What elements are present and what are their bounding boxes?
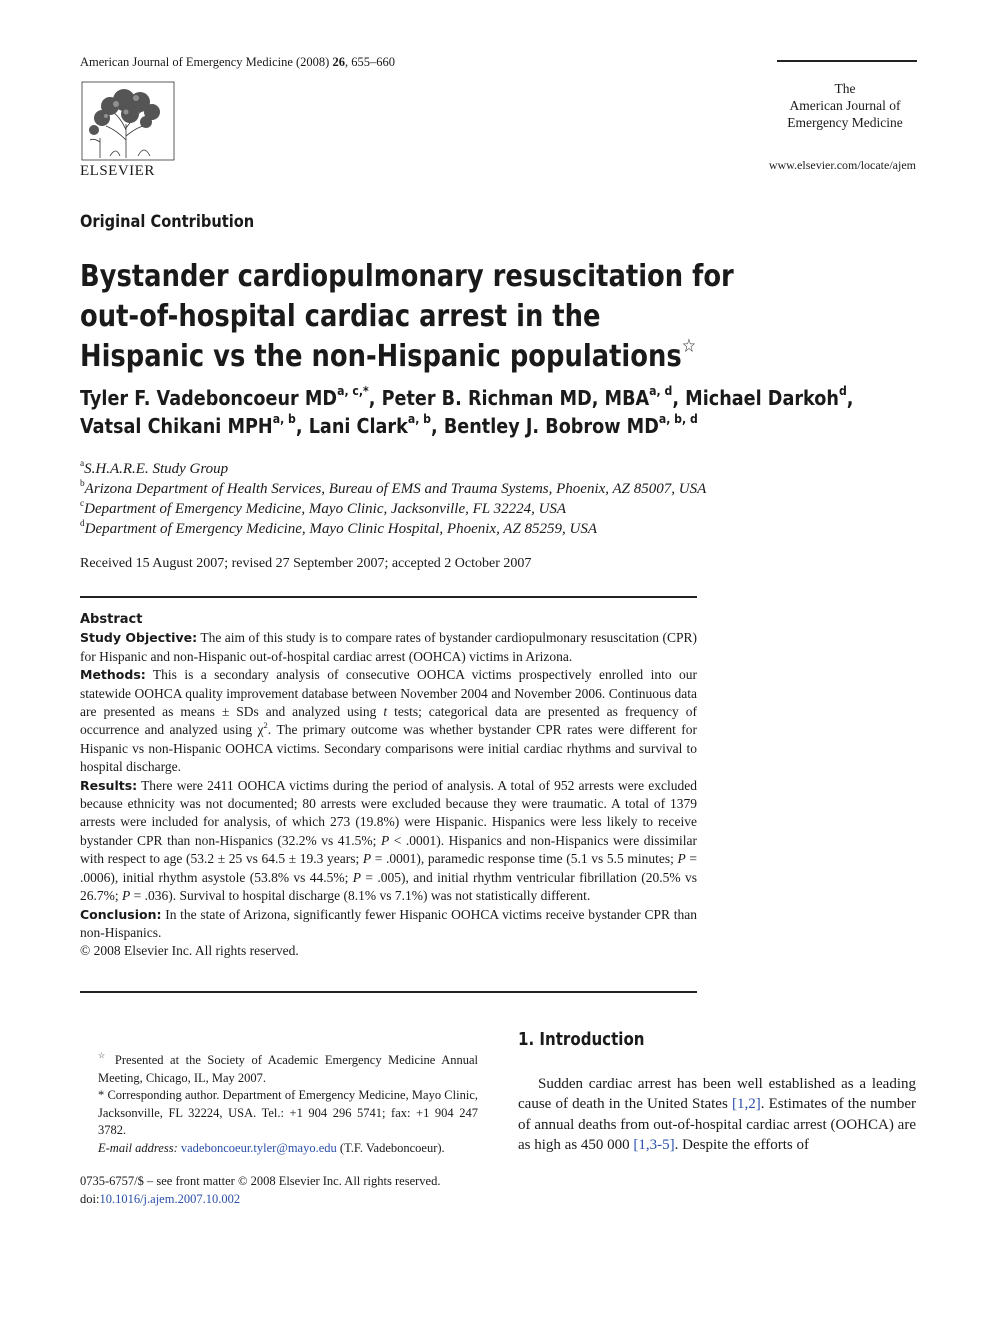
author-line-2: Vatsal Chikani MPH$^{a, b}$, Lani Clark$^{a, b}$, Bentley J. Bobrow MD$^{a, b, d}$: [80, 411, 698, 438]
author-affiliation-marks: a, b, d: [658, 411, 698, 427]
author-name[interactable]: Peter B. Richman MD, MBA: [381, 386, 650, 410]
author-email-link[interactable]: vadeboncoeur.tyler@mayo.edu: [180, 1140, 337, 1155]
abstract-copyright: © 2008 Elsevier Inc. All rights reserved.: [80, 943, 299, 959]
author-name[interactable]: Lani Clark: [308, 414, 408, 438]
issn-line: 0735-6757/$ – see front matter © 2008 Elsevier Inc. All rights reserved.: [80, 1174, 441, 1188]
abstract-conclusion: Conclusion: In the state of Arizona, significantly fewer Hispanic OOHCA victims receive bystander CPR than non-Hispanics.: [80, 906, 697, 940]
journal-name-the: The: [834, 81, 856, 96]
affiliation-list: [80, 459, 706, 539]
author-affiliation-marks: a, b: [272, 411, 296, 427]
title-line-2: out-of-hospital cardiac arrest in the: [80, 299, 601, 334]
author-affiliation-marks: d: [838, 383, 847, 399]
author-line-1: Tyler F. Vadeboncoeur $MD^{a, c,*}$, Peter B. Richman MD, MBA$^{a, d}$, Michael Darkoh$^d$,: [80, 383, 854, 410]
front-matter-info: [80, 1173, 480, 1208]
abstract-heading: Abstract: [80, 612, 143, 627]
publisher-name: ELSEVIER: [80, 163, 155, 179]
footnote-email: E-mail address: vadeboncoeur.tyler@mayo.edu (T.F. Vadeboncoeur).: [98, 1140, 445, 1155]
author-affiliation-marks: a, c,*: [337, 383, 369, 399]
journal-name-line2: Emergency Medicine: [787, 115, 903, 130]
section-heading-introduction: 1. Introduction: [518, 1030, 645, 1050]
abstract-bottom-rule: [80, 991, 697, 993]
author-name[interactable]: Michael Darkoh: [685, 386, 839, 410]
journal-name: [770, 80, 920, 131]
author-affiliation-marks: a, d: [649, 383, 673, 399]
affiliation-item: $^d$Department of Emergency Medicine, Mayo Clinic Hospital, Phoenix, AZ 85259, USA: [80, 518, 598, 537]
affiliation-item: $^b$Arizona Department of Health Services, Bureau of EMS and Trauma Systems, Phoenix, AZ 85007, USA: [80, 478, 707, 497]
abstract: [80, 611, 697, 961]
author-name[interactable]: Bentley J. Bobrow MD: [443, 414, 659, 438]
footnote-corresponding-author: * Corresponding author. Department of Emergency Medicine, Mayo Clinic, Jacksonville, FL 32224, USA. Tel.: +1 904 296 5741; fax: +1 904 247 3782.: [98, 1088, 478, 1137]
introduction-body: [518, 1074, 916, 1156]
reference-link[interactable]: [1,2]: [731, 1096, 761, 1113]
author-name[interactable]: Tyler F. Vadeboncoeur MD: [80, 386, 338, 410]
author-list: [80, 384, 888, 440]
journal-name-line1: American Journal of: [789, 98, 901, 113]
article-type: Original Contribution: [80, 212, 255, 232]
doi-line: doi:10.1016/j.ajem.2007.10.002: [80, 1191, 241, 1206]
author-name[interactable]: Vatsal Chikani MPH: [80, 414, 273, 438]
abstract-top-rule: [80, 596, 697, 598]
intro-paragraph: Sudden cardiac arrest has been well established as a leading cause of death in the United States [1,2]. Estimates of the number of annual deaths from out-of-hospital cardiac arrest (OOHCA) are as high as 450 000 [1,3-5]. Despite the efforts of: [518, 1076, 916, 1154]
journal-url[interactable]: www.elsevier.com/locate/ajem: [768, 158, 916, 172]
footnotes: [80, 1052, 478, 1157]
title-footnote-star-icon[interactable]: ☆: [681, 336, 697, 358]
title-line-1: Bystander cardiopulmonary resuscitation for: [80, 259, 734, 294]
reference-link[interactable]: [1,3-5]: [633, 1137, 675, 1154]
abstract-objective: Study Objective: The aim of this study is to compare rates of bystander cardiopulmonary resuscitation (CPR) for Hispanic and non-Hispanic out-of-hospital cardiac arrest (OOHCA) victims in Arizona.: [80, 630, 697, 664]
title-line-3: Hispanic vs the non-Hispanic populations☆: [80, 336, 697, 374]
journal-block-rule: [777, 60, 917, 62]
footnote-star-icon: ☆: [98, 1050, 109, 1060]
doi-link[interactable]: 10.1016/j.ajem.2007.10.002: [99, 1191, 241, 1206]
article-title: [80, 257, 768, 377]
abstract-methods: Methods: This is a secondary analysis of consecutive OOHCA victims prospectively enrolled into our statewide OOHCA quality improvement database between November 2004 and November 2006. Continuous data are presented as means ± SDs and analyzed using t tests; categorical data are presented as frequency of occurrence and analyzed using $\chi^2$. The primary outcome was whether bystander CPR rates were different for Hispanic vs non-Hispanic OOHCA victims. Secondary comparisons were initial cardiac rhythms and survival to hospital discharge.: [80, 667, 698, 775]
author-affiliation-marks: a, b: [407, 411, 432, 427]
footnote-presented: ☆ Presented at the Society of Academic Emergency Medicine Annual Meeting, Chicago, IL, May 2007.: [98, 1050, 478, 1085]
article-history-dates: Received 15 August 2007; revised 27 September 2007; accepted 2 October 2007: [80, 556, 532, 571]
abstract-results: Results: There were 2411 OOHCA victims during the period of analysis. A total of 952 arrests were excluded because ethnicity was not documented; 80 arrests were excluded because they were traumatic. A total of 1379 arrests were included for analysis, of which 273 (19.8%) were Hispanic. Hispanics were less likely to receive bystander CPR than non-Hispanics (32.2% vs 41.5%; P < .0001). Hispanics and non-Hispanics were dissimilar with respect to age (53.2 ± 25 vs 64.5 ± 19.3 years; P = .0001), paramedic response time (5.1 vs 5.5 minutes; P = .0006), initial rhythm asystole (53.8% vs 44.5%; P = .005), and initial rhythm ventricular fibrillation (20.5% vs 26.7%; P = .036). Survival to hospital discharge (8.1% vs 7.1%) was not statistically different.: [80, 777, 697, 904]
affiliation-item: $^a$S.H.A.R.E. Study Group: [80, 458, 229, 477]
running-head: American Journal of Emergency Medicine (2008) 26, 655–660: [80, 55, 395, 69]
affiliation-item: $^c$Department of Emergency Medicine, Mayo Clinic, Jacksonville, FL 32224, USA: [80, 498, 567, 517]
